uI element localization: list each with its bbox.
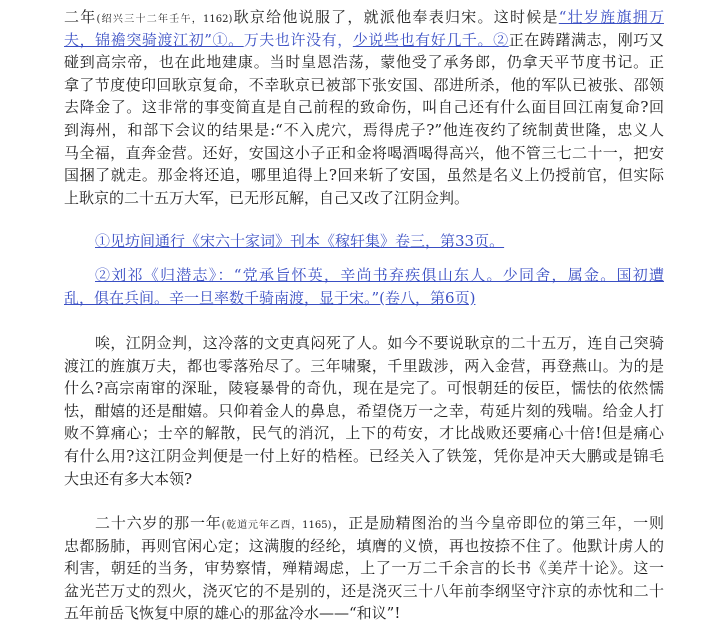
- text-line: [64, 287, 664, 310]
- text-line: [64, 602, 664, 625]
- text-line: [64, 74, 664, 97]
- text-segment: 有什么用?这江阴佥判便是一付上好的梏桎。已经关入了铁笼，凭你是冲天大鹏或是锦毛: [64, 446, 664, 465]
- text-segment: 忠都肠肺，再则官闲心定；这满腹的经纶，填膺的义愤，再也按捺不住了。他默计虏人的: [64, 536, 664, 555]
- highlighted-text: 万夫也许没有，: [243, 30, 353, 49]
- text-segment: 拿了节度使印回耿京复命，不幸耿京已被部下张安国、邵进所杀，他的军队已被张、邵领: [64, 75, 664, 94]
- text-line: [64, 377, 664, 400]
- text-line: [64, 119, 664, 142]
- text-segment: 盆光芒万丈的烈火，浇灭它的不是别的，还是浇灭三十八年前李纲坚守汴京的赤忱和二十: [64, 581, 664, 600]
- text-line: [64, 230, 664, 253]
- text-link[interactable]: ①见坊间通行《宋六十家词》刊本《稼轩集》卷三，第33页。: [95, 232, 505, 250]
- text-segment: 大虫还有多大本领?: [64, 469, 193, 488]
- text-segment: 国捆了就走。那金将还追，哪里追得上?回来斩了安国，虽然是名义上仍授前官，但实际: [64, 166, 664, 185]
- text-line: [64, 468, 664, 491]
- text-line: [64, 355, 664, 378]
- text-segment: 到海州，和部下会议的结果是:“不入虎穴，焉得虎子?”他连夜约了统制黄世隆，忠义人: [64, 120, 664, 139]
- text-line: [64, 445, 664, 468]
- text-segment: 碰到高宗帝，也在此地建康。当时皇恩浩荡，蒙他受了承务郎，仍拿天平节度书记。正: [64, 53, 664, 72]
- text-segment: 利害，朝廷的当务，审势察情，殚精竭虑，上了一万二千余言的长书《美芹十论》。这一: [64, 559, 664, 578]
- text-segment: 马全福，直奔金营。还好，安国这小子正和金将喝酒喝得高兴，他不管三七二十一，把安: [64, 143, 664, 162]
- text-line: [64, 400, 664, 423]
- text-segment: 怯，酣嬉的还是酣嬉。只仰着金人的鼻息，希望侥万一之幸，苟延片刻的残喘。给金人打: [64, 401, 664, 420]
- body-paragraph: [64, 512, 664, 625]
- date-annotation: (绍兴三十二年壬午，1162): [96, 14, 233, 25]
- text-line: [64, 422, 664, 445]
- footnote: [64, 264, 664, 309]
- text-link[interactable]: 少说些也有好几千。②: [352, 30, 509, 49]
- text-segment: 上耿京的二十五万大军，已无形瓦解，自己又改了江阴佥判。: [64, 188, 470, 207]
- text-line: [64, 535, 664, 558]
- text-segment: 二年: [64, 8, 97, 26]
- text-line: [64, 557, 664, 580]
- text-line: [64, 512, 664, 535]
- text-line: [64, 29, 664, 52]
- body-paragraph: [64, 332, 664, 490]
- text-link[interactable]: ②刘祁《归潜志》：“党承旨怀英，辛尚书弃疾俱山东人。少同舍，属金。国初遭: [95, 266, 664, 284]
- text-line: [64, 332, 664, 355]
- text-line: [64, 96, 664, 119]
- date-annotation: (乾道元年乙酉，1165): [221, 520, 332, 531]
- text-link[interactable]: “壮岁旌旗拥万: [558, 8, 664, 26]
- text-segment: 什么?高宗南窜的深耻，陵寝暴骨的奇仇，现在是完了。可恨朝廷的佞臣，懦怯的依然懦: [64, 379, 664, 398]
- text-line: [64, 6, 664, 29]
- text-segment: 二十六岁的那一年: [95, 514, 222, 532]
- text-line: [64, 51, 664, 74]
- text-segment: 正在踌躇满志，刚巧又: [508, 30, 664, 49]
- text-segment: 耿京给他说服了，就派他奉表归宋。这时候是: [232, 8, 559, 26]
- text-link[interactable]: 夫，锦襜突骑渡江初”①。: [64, 30, 244, 49]
- text-segment: 唉，江阴佥判，这冷落的文吏真闷死了人。如今不要说耿京的二十五万，连自己突骑: [95, 334, 664, 352]
- text-link[interactable]: 乱，俱在兵间。辛一旦率数千骑南渡，显于宋。”(卷八，第6页): [64, 288, 476, 307]
- text-line: [64, 187, 664, 210]
- text-line: [64, 264, 664, 287]
- text-line: [64, 580, 664, 603]
- text-line: [64, 164, 664, 187]
- footnote: [64, 230, 664, 253]
- text-segment: 去降金了。这非常的事变简直是自己前程的致命伤，叫自己还有什么面目回江南复命?回: [64, 98, 664, 117]
- text-segment: 渡江的旌旗万夫，都也零落殆尽了。三年啸聚，千里跋涉，两入金营，再登燕山。为的是: [64, 356, 664, 375]
- text-segment: ，正是励精图治的当今皇帝即位的第三年，一则: [331, 514, 664, 532]
- text-segment: 五年前岳飞恢复中原的雄心的那盆冷水——“和议”!: [64, 604, 401, 623]
- body-paragraph: [64, 6, 664, 209]
- text-segment: 败不算痛心；士卒的解散，民气的消沉，上下的苟安，才比战败还要痛心十倍!但是痛心: [64, 424, 664, 443]
- text-line: [64, 142, 664, 165]
